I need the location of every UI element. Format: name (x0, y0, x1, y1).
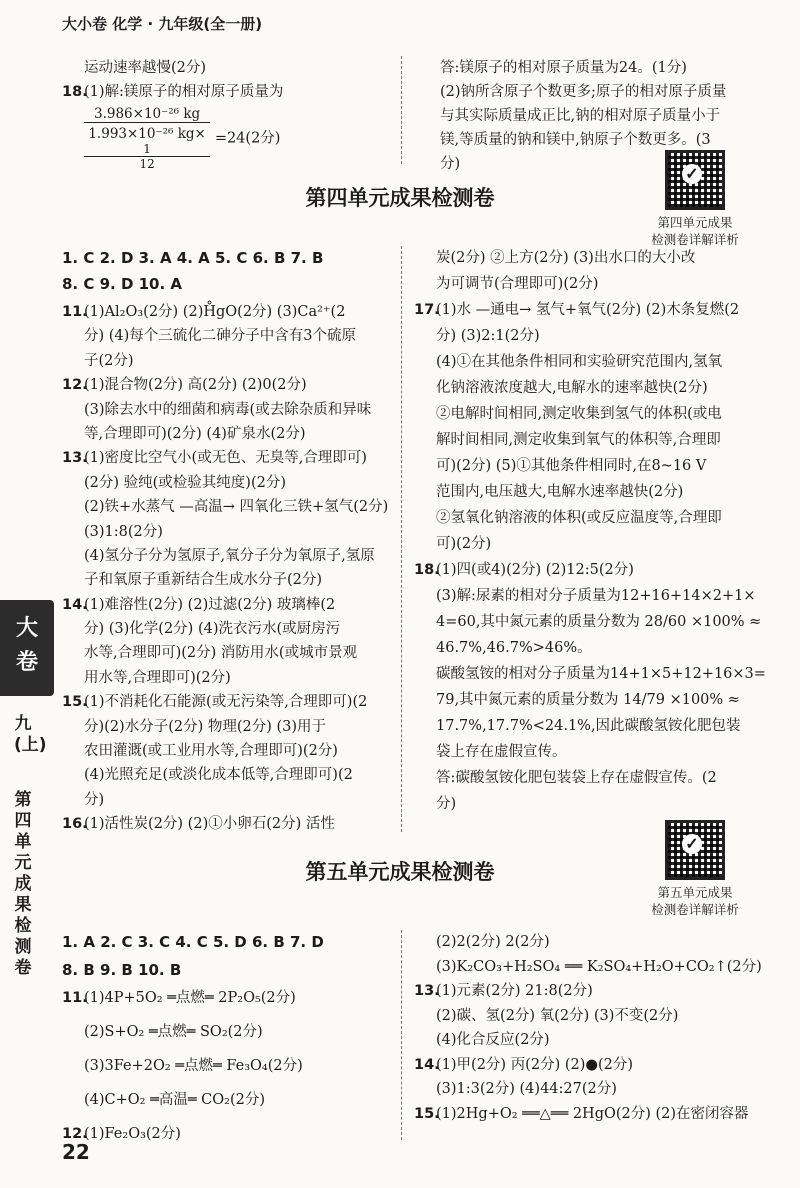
answer-line (414, 454, 759, 480)
answer-line (414, 376, 759, 402)
caption-line: 第五单元成果 (657, 885, 733, 900)
answer-line (414, 584, 759, 610)
answer-line (62, 641, 397, 665)
sub-numerator: 1 (84, 142, 210, 157)
answer-text: 袋上存在虚假宣传。 (436, 744, 567, 760)
side-tab (0, 600, 54, 696)
question-number: 13. (414, 983, 440, 999)
answer-line (62, 373, 397, 397)
answer-line (62, 1122, 397, 1156)
answer-text: 范围内,电压越大,电解水速率越快(2分) (436, 484, 684, 500)
answer-text: 化钠溶液浓度越大,电解水的速率越快(2分) (436, 380, 708, 396)
answer-text: 79,其中氮元素的质量分数为 14/79 ×100% ≈ (436, 692, 740, 708)
answer-text: 农田灌溉(或工业用水等,合理即可)(2分) (84, 743, 338, 760)
answer-text: (1)密度比空气小(或无色、无臭等,合理即可) (84, 450, 367, 467)
section-label: 第四单元成果检测卷 (14, 790, 32, 978)
answer-text: (1)4P+5O₂ ═点燃═ 2P₂O₅(2分) (84, 990, 296, 1006)
answer-line (414, 558, 759, 584)
answer-line (414, 636, 759, 662)
answer-line (414, 955, 762, 980)
answer-text: 水等,合理即可)(2分) 消防用水(或城市景观 (84, 645, 358, 662)
result: =24(2分) (214, 130, 281, 147)
answer-text: 答:碳酸氢铵化肥包装袋上存在虚假宣传。(2 (436, 770, 717, 786)
answer-line (414, 428, 759, 454)
answer-line (414, 740, 759, 766)
answer-text: (3)1:8(2分) (84, 523, 163, 540)
denominator: 1.993×10⁻²⁶ kg× (88, 126, 206, 142)
answer-line (414, 714, 759, 740)
tab-char: 大 (15, 616, 38, 641)
answer-text: (1)Al₂O₃(2分) (2)H̊gO(2分) (3)Ca²⁺(2 (84, 304, 346, 320)
answer-text: (4)光照充足(或淡化成本低等,合理即可)(2 (84, 767, 353, 784)
answer-line (414, 480, 759, 506)
answer-text: (2分) 验纯(或检验其纯度)(2分) (84, 474, 287, 491)
answer-line (62, 349, 397, 373)
answer-text: (4)①在其他条件相同和实验研究范围内,氢氧 (436, 354, 723, 370)
answer-text: (2)铁+水蒸气 —高温→ 四氧化三铁+氢气(2分) (84, 499, 389, 516)
answer-line (62, 593, 397, 617)
text-line: 与其实际质量成正比,钠的相对原子质量小于 (440, 108, 721, 124)
answer-text: (1)活性炭(2分) (2)①小卵石(2分) 活性 (84, 816, 335, 833)
formula-fraction (62, 104, 392, 171)
question-number: 17. (414, 302, 440, 318)
answer-line (62, 446, 397, 470)
answer-text: (3)K₂CO₃+H₂SO₄ ══ K₂SO₄+H₂O+CO₂↑(2分) (436, 958, 762, 975)
answer-line (414, 1004, 759, 1029)
caption-line: 检测卷详解详析 (651, 902, 739, 917)
question-number: 11. (62, 990, 88, 1006)
caption-line: 检测卷详解详析 (651, 232, 739, 247)
answer-text: (2)2(2分) 2(2分) (436, 934, 550, 950)
side-grade (6, 714, 47, 756)
sub-denominator: 12 (139, 157, 155, 171)
unit5-mc-answers (62, 930, 324, 982)
answer-text: 炭(2分) ②上方(2分) (3)出水口的大小改 (436, 250, 696, 266)
answer-line (414, 662, 766, 688)
answer-text: 解时间相同,测定收集到氧气的体积等,合理即 (436, 432, 721, 448)
question-number: 18. (62, 84, 88, 100)
answer-line (62, 690, 397, 714)
answer-text: 可)(2分) (436, 536, 492, 552)
page-number: 22 (62, 1140, 90, 1164)
answer-line (62, 763, 397, 787)
answer-text: (4)氢分子分为氢原子,氧分子分为氧原子,氢原 (84, 547, 375, 564)
answer-text: 子(2分) (84, 352, 134, 369)
answer-text: (3)除去水中的细菌和病毒(或去除杂质和异味 (84, 401, 372, 418)
answer-text: (3)解:尿素的相对分子质量为12+16+14×2+1× (436, 588, 756, 604)
answer-line (414, 402, 759, 428)
question-number: 13. (62, 450, 88, 467)
answer-line (414, 324, 759, 350)
answer-line (414, 246, 759, 272)
text-line: 镁,等质量的钠和镁中,钠原子个数更多。(3 (440, 132, 711, 148)
answer-line (62, 495, 397, 519)
answer-text: 4=60,其中氮元素的质量分数为 28/60 ×100% ≈ (436, 614, 762, 630)
answer-line (62, 1088, 397, 1122)
tab-char: 卷 (15, 650, 38, 675)
answer-text: 分)(2)水分子(2分) 物理(2分) (3)用于 (84, 718, 327, 735)
text-line: 答:镁原子的相对原子质量为24。(1分) (440, 60, 687, 76)
answer-line (414, 688, 759, 714)
answer-text: 分) (84, 791, 105, 808)
answer-line (62, 568, 397, 592)
unit3-tail-left (62, 56, 392, 171)
question-number: 18. (414, 562, 440, 578)
answer-text: (3)3Fe+2O₂ ═点燃═ Fe₃O₄(2分) (84, 1058, 303, 1074)
unit4-title: 第四单元成果检测卷 (305, 186, 495, 210)
answer-line (414, 298, 759, 324)
answer-line (62, 398, 397, 422)
answer-line (414, 1077, 759, 1102)
answer-line (414, 979, 759, 1004)
answer-line (62, 788, 397, 812)
unit4-right-column (414, 246, 766, 818)
answer-line (62, 422, 397, 446)
question-number: 15. (62, 694, 88, 711)
unit5-title: 第五单元成果检测卷 (305, 860, 495, 884)
unit4-left-column (62, 300, 397, 837)
unit5-left-column (62, 986, 397, 1156)
answer-line (62, 1020, 397, 1054)
answer-text: (1)Fe₂O₃(2分) (84, 1126, 181, 1142)
answer-line (414, 1102, 759, 1127)
answer-text: 分) (3)2:1(2分) (436, 328, 540, 344)
answer-text: (4)化合反应(2分) (436, 1032, 550, 1048)
mc-row: 1. A 2. C 3. C 4. C 5. D 6. B 7. D (62, 933, 324, 951)
answer-text: (1)2Hg+O₂ ══△══ 2HgO(2分) (2)在密闭容器 (436, 1105, 749, 1122)
answer-line (62, 520, 397, 544)
answer-text: (1)水 —通电→ 氢气+氧气(2分) (2)木条复燃(2 (436, 302, 740, 318)
answer-text: 为可调节(合理即可)(2分) (436, 276, 599, 292)
answer-text: 17.7%,17.7%<24.1%,因此碳酸氢铵化肥包装 (436, 718, 741, 734)
answer-text: (1)难溶性(2分) (2)过滤(2分) 玻璃棒(2 (84, 596, 336, 613)
qr-caption-unit4 (640, 214, 750, 248)
answer-line (414, 792, 759, 818)
answer-line (414, 1028, 759, 1053)
answer-text: (2)S+O₂ ═点燃═ SO₂(2分) (84, 1024, 263, 1040)
answer-text: ②氢氧化钠溶液的体积(或反应温度等,合理即 (436, 510, 722, 526)
running-header: 大小卷 化学 · 九年级(全一册) (62, 15, 263, 33)
answer-text: 碳酸氢铵的相对分子质量为14+1×5+12+16×3= (436, 666, 766, 682)
answer-text: 46.7%,46.7%>46%。 (436, 640, 592, 656)
answer-line (62, 324, 397, 348)
question-number: 12. (62, 377, 88, 394)
question-number: 11. (62, 304, 88, 320)
numerator: 3.986×10⁻²⁶ kg (84, 106, 210, 123)
check-icon: ✓ (682, 834, 702, 854)
column-divider (401, 56, 402, 164)
caption-line: 第四单元成果 (657, 215, 733, 230)
answer-text: 分) (4)每个三硫化二砷分子中含有3个硫原 (84, 328, 357, 345)
answer-line (62, 715, 397, 739)
question-number: 16. (62, 816, 88, 833)
qr-caption-unit5 (640, 884, 750, 918)
mc-row: 8. C 9. D 10. A (62, 275, 183, 293)
answer-line (62, 617, 397, 641)
answer-line (62, 471, 397, 495)
answer-line (414, 1053, 759, 1078)
answer-text: (4)C+O₂ ═高温═ CO₂(2分) (84, 1092, 265, 1108)
answer-line (414, 610, 762, 636)
text-line: (2)钠所含原子个数更多;原子的相对原子质量 (440, 84, 727, 100)
text-line: 分) (440, 156, 461, 172)
mc-row: 1. C 2. D 3. A 4. A 5. C 6. B 7. B (62, 249, 324, 267)
answer-text: 等,合理即可)(2分) (4)矿泉水(2分) (84, 425, 306, 442)
text-line: 运动速率越慢(2分) (84, 60, 207, 76)
answer-line (414, 766, 759, 792)
answer-text: (2)碳、氢(2分) 氧(2分) (3)不变(2分) (436, 1007, 679, 1024)
question-number: 14. (414, 1056, 440, 1073)
answer-text: 可)(2分) (5)①其他条件相同时,在8~16 V (436, 458, 707, 474)
answer-line (414, 532, 759, 558)
answer-text: 分) (3)化学(2分) (4)洗衣污水(或厨房污 (84, 621, 341, 638)
column-divider (401, 930, 402, 1140)
column-divider (401, 246, 402, 832)
answer-text: (1)元素(2分) 21:8(2分) (436, 983, 593, 999)
text-line: (1)解:镁原子的相对原子质量为 (84, 84, 284, 100)
answer-line (62, 666, 397, 690)
answer-line (62, 1054, 397, 1088)
answer-text: (1)不消耗化石能源(或无污染等,合理即可)(2 (84, 694, 368, 711)
answer-line (62, 300, 397, 324)
answer-line (414, 506, 759, 532)
grade-label: 九(上) (14, 714, 47, 755)
answer-line (414, 930, 759, 955)
unit4-mc-answers (62, 246, 323, 296)
answer-line (414, 350, 759, 376)
question-number: 12. (62, 1126, 88, 1142)
answer-line (62, 739, 397, 763)
answer-line (414, 272, 759, 298)
answer-text: (1)四(或4)(2分) (2)12:5(2分) (436, 562, 634, 578)
question-number: 15. (414, 1105, 440, 1122)
answer-text: (1)甲(2分) 丙(2分) (2)●(2分) (436, 1056, 634, 1073)
check-icon: ✓ (682, 164, 702, 184)
side-section (6, 790, 40, 979)
answer-text: ②电解时间相同,测定收集到氢气的体积(或电 (436, 406, 722, 422)
answer-text: (1)混合物(2分) 高(2分) (2)0(2分) (84, 377, 307, 394)
answer-line (62, 544, 397, 568)
answer-line (62, 986, 397, 1020)
answer-text: 用水等,合理即可)(2分) (84, 669, 231, 686)
answer-text: (3)1:3(2分) (4)44:27(2分) (436, 1081, 617, 1097)
answer-text: 分) (436, 796, 457, 812)
unit5-right-column (414, 930, 762, 1126)
answer-text: 子和氧原子重新结合生成水分子(2分) (84, 572, 323, 589)
answer-line (62, 812, 397, 836)
question-number: 14. (62, 596, 88, 613)
mc-row: 8. B 9. B 10. B (62, 961, 182, 979)
